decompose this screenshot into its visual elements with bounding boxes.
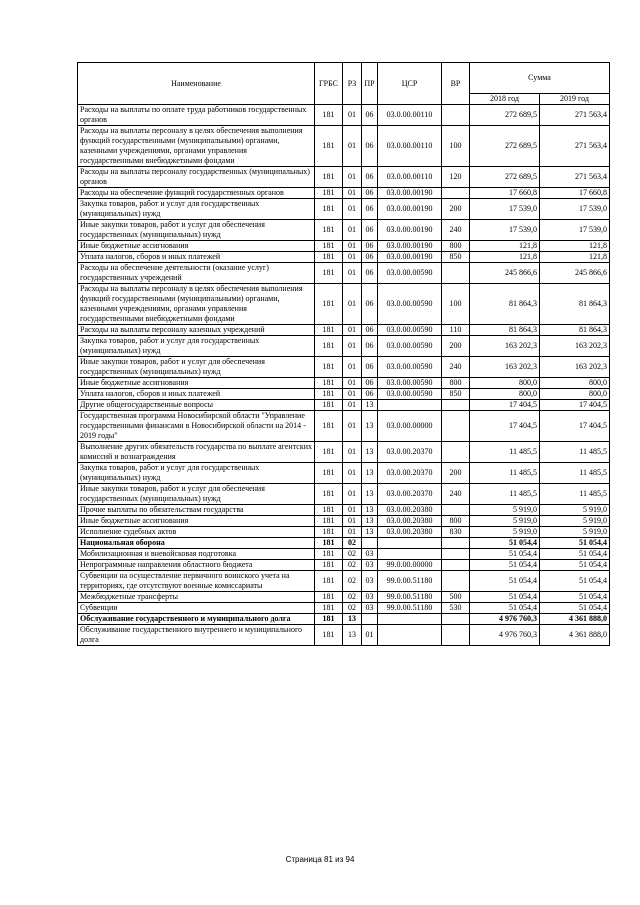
row-name-cell: Обслуживание государственного внутреннего и муниципального долга bbox=[78, 625, 315, 646]
row-name-cell: Расходы на выплаты по оплате труда работников государственных органов bbox=[78, 105, 315, 126]
row-pr-cell: 13 bbox=[362, 442, 378, 463]
table-row bbox=[78, 400, 610, 411]
table-row bbox=[78, 167, 610, 188]
table-row bbox=[78, 378, 610, 389]
row-pr-cell: 06 bbox=[362, 126, 378, 167]
row-rz-cell: 02 bbox=[343, 549, 362, 560]
row-name-cell: Закупка товаров, работ и услуг для государственных (муниципальных) нужд bbox=[78, 199, 315, 220]
row-rz-cell: 01 bbox=[343, 105, 362, 126]
budget-table-page bbox=[77, 62, 609, 646]
row-csr-cell: 03.0.00.00110 bbox=[378, 126, 442, 167]
row-vr-cell: 200 bbox=[442, 199, 470, 220]
row-name-cell: Выполнение других обязательств государства по выплате агентских комиссий и вознаграждения bbox=[78, 442, 315, 463]
row-csr-cell bbox=[378, 400, 442, 411]
row-sum-2019-cell: 163 202,3 bbox=[540, 336, 610, 357]
row-sum-2019-cell: 800,0 bbox=[540, 389, 610, 400]
row-pr-cell: 13 bbox=[362, 463, 378, 484]
row-grbs-cell: 181 bbox=[315, 188, 343, 199]
row-sum-2019-cell: 800,0 bbox=[540, 378, 610, 389]
row-sum-2018-cell: 51 054,4 bbox=[470, 549, 540, 560]
col-header-grbs: ГРБС bbox=[315, 63, 343, 105]
row-csr-cell: 03.0.00.00190 bbox=[378, 241, 442, 252]
row-rz-cell: 01 bbox=[343, 167, 362, 188]
row-name-cell: Прочие выплаты по обязательствам государства bbox=[78, 505, 315, 516]
row-sum-2019-cell: 81 864,3 bbox=[540, 284, 610, 325]
table-row bbox=[78, 263, 610, 284]
table-row bbox=[78, 357, 610, 378]
row-grbs-cell: 181 bbox=[315, 442, 343, 463]
table-row bbox=[78, 105, 610, 126]
table-row bbox=[78, 516, 610, 527]
row-sum-2019-cell: 11 485,5 bbox=[540, 442, 610, 463]
row-name-cell: Иные закупки товаров, работ и услуг для обеспечения государственных (муниципальных) нужд bbox=[78, 484, 315, 505]
row-vr-cell: 100 bbox=[442, 284, 470, 325]
row-name-cell: Иные закупки товаров, работ и услуг для обеспечения государственных (муниципальных) нужд bbox=[78, 357, 315, 378]
row-rz-cell: 13 bbox=[343, 614, 362, 625]
row-grbs-cell: 181 bbox=[315, 199, 343, 220]
row-pr-cell: 06 bbox=[362, 284, 378, 325]
table-row bbox=[78, 560, 610, 571]
row-pr-cell: 06 bbox=[362, 199, 378, 220]
row-rz-cell: 01 bbox=[343, 463, 362, 484]
row-rz-cell: 01 bbox=[343, 252, 362, 263]
row-rz-cell: 01 bbox=[343, 263, 362, 284]
table-row bbox=[78, 336, 610, 357]
row-rz-cell: 01 bbox=[343, 357, 362, 378]
row-name-cell: Закупка товаров, работ и услуг для государственных (муниципальных) нужд bbox=[78, 463, 315, 484]
row-csr-cell bbox=[378, 549, 442, 560]
row-csr-cell: 03.0.00.20370 bbox=[378, 442, 442, 463]
row-grbs-cell: 181 bbox=[315, 167, 343, 188]
table-row bbox=[78, 199, 610, 220]
row-csr-cell: 99.0.00.51180 bbox=[378, 603, 442, 614]
row-rz-cell: 02 bbox=[343, 560, 362, 571]
row-csr-cell: 03.0.00.00590 bbox=[378, 378, 442, 389]
row-grbs-cell: 181 bbox=[315, 263, 343, 284]
row-pr-cell: 06 bbox=[362, 389, 378, 400]
row-vr-cell: 110 bbox=[442, 325, 470, 336]
row-sum-2019-cell: 81 864,3 bbox=[540, 325, 610, 336]
row-pr-cell: 06 bbox=[362, 167, 378, 188]
row-grbs-cell: 181 bbox=[315, 625, 343, 646]
row-sum-2019-cell: 11 485,5 bbox=[540, 463, 610, 484]
row-name-cell: Уплата налогов, сборов и иных платежей bbox=[78, 389, 315, 400]
row-csr-cell: 03.0.00.00190 bbox=[378, 220, 442, 241]
col-header-csr: ЦСР bbox=[378, 63, 442, 105]
row-grbs-cell: 181 bbox=[315, 538, 343, 549]
row-csr-cell: 03.0.00.20380 bbox=[378, 527, 442, 538]
row-rz-cell: 01 bbox=[343, 505, 362, 516]
row-pr-cell: 13 bbox=[362, 484, 378, 505]
row-vr-cell: 850 bbox=[442, 252, 470, 263]
row-pr-cell: 06 bbox=[362, 252, 378, 263]
table-row bbox=[78, 625, 610, 646]
row-sum-2019-cell: 51 054,4 bbox=[540, 549, 610, 560]
row-sum-2019-cell: 17 660,8 bbox=[540, 188, 610, 199]
row-vr-cell: 530 bbox=[442, 603, 470, 614]
row-name-cell: Исполнение судебных актов bbox=[78, 527, 315, 538]
table-row bbox=[78, 592, 610, 603]
row-rz-cell: 01 bbox=[343, 484, 362, 505]
row-sum-2019-cell: 11 485,5 bbox=[540, 484, 610, 505]
row-name-cell: Межбюджетные трансферты bbox=[78, 592, 315, 603]
row-vr-cell bbox=[442, 614, 470, 625]
row-csr-cell: 03.0.00.00190 bbox=[378, 188, 442, 199]
row-vr-cell bbox=[442, 571, 470, 592]
row-grbs-cell: 181 bbox=[315, 400, 343, 411]
row-rz-cell: 13 bbox=[343, 625, 362, 646]
row-grbs-cell: 181 bbox=[315, 603, 343, 614]
col-header-2019: 2019 год bbox=[540, 94, 610, 105]
table-row bbox=[78, 389, 610, 400]
row-name-cell: Другие общегосударственные вопросы bbox=[78, 400, 315, 411]
row-pr-cell bbox=[362, 614, 378, 625]
table-row bbox=[78, 442, 610, 463]
row-sum-2019-cell: 121,8 bbox=[540, 252, 610, 263]
row-pr-cell: 06 bbox=[362, 357, 378, 378]
row-csr-cell: 99.0.00.51180 bbox=[378, 592, 442, 603]
row-rz-cell: 01 bbox=[343, 220, 362, 241]
row-rz-cell: 01 bbox=[343, 527, 362, 538]
row-vr-cell bbox=[442, 538, 470, 549]
row-sum-2018-cell: 51 054,4 bbox=[470, 592, 540, 603]
row-grbs-cell: 181 bbox=[315, 378, 343, 389]
row-grbs-cell: 181 bbox=[315, 505, 343, 516]
row-sum-2019-cell: 121,8 bbox=[540, 241, 610, 252]
table-row bbox=[78, 484, 610, 505]
row-vr-cell: 500 bbox=[442, 592, 470, 603]
col-header-pr: ПР bbox=[362, 63, 378, 105]
row-vr-cell bbox=[442, 549, 470, 560]
row-vr-cell bbox=[442, 263, 470, 284]
row-rz-cell: 01 bbox=[343, 126, 362, 167]
row-sum-2018-cell: 4 976 760,3 bbox=[470, 625, 540, 646]
row-sum-2019-cell: 163 202,3 bbox=[540, 357, 610, 378]
row-csr-cell bbox=[378, 614, 442, 625]
row-grbs-cell: 181 bbox=[315, 220, 343, 241]
page-number: Страница 81 из 94 bbox=[285, 855, 355, 864]
row-name-cell: Иные закупки товаров, работ и услуг для обеспечения государственных (муниципальных) нужд bbox=[78, 220, 315, 241]
row-csr-cell bbox=[378, 625, 442, 646]
row-rz-cell: 01 bbox=[343, 411, 362, 442]
row-csr-cell: 03.0.00.00590 bbox=[378, 389, 442, 400]
row-pr-cell: 13 bbox=[362, 400, 378, 411]
row-name-cell: Непрограммные направления областного бюджета bbox=[78, 560, 315, 571]
row-sum-2019-cell: 51 054,4 bbox=[540, 603, 610, 614]
row-sum-2018-cell: 11 485,5 bbox=[470, 484, 540, 505]
row-sum-2018-cell: 5 919,0 bbox=[470, 505, 540, 516]
row-sum-2019-cell: 17 539,0 bbox=[540, 220, 610, 241]
row-sum-2018-cell: 5 919,0 bbox=[470, 527, 540, 538]
row-name-cell: Обслуживание государственного и муниципального долга bbox=[78, 614, 315, 625]
row-pr-cell: 13 bbox=[362, 505, 378, 516]
table-row bbox=[78, 284, 610, 325]
row-grbs-cell: 181 bbox=[315, 549, 343, 560]
row-sum-2018-cell: 800,0 bbox=[470, 389, 540, 400]
row-grbs-cell: 181 bbox=[315, 560, 343, 571]
row-csr-cell: 03.0.00.00000 bbox=[378, 411, 442, 442]
row-vr-cell bbox=[442, 505, 470, 516]
row-pr-cell: 06 bbox=[362, 336, 378, 357]
table-row bbox=[78, 571, 610, 592]
row-grbs-cell: 181 bbox=[315, 336, 343, 357]
row-grbs-cell: 181 bbox=[315, 411, 343, 442]
row-csr-cell: 03.0.00.00110 bbox=[378, 105, 442, 126]
row-name-cell: Иные бюджетные ассигнования bbox=[78, 378, 315, 389]
row-sum-2018-cell: 163 202,3 bbox=[470, 357, 540, 378]
row-grbs-cell: 181 bbox=[315, 516, 343, 527]
row-csr-cell: 03.0.00.00110 bbox=[378, 167, 442, 188]
row-grbs-cell: 181 bbox=[315, 105, 343, 126]
row-grbs-cell: 181 bbox=[315, 527, 343, 538]
table-row bbox=[78, 603, 610, 614]
row-vr-cell: 800 bbox=[442, 378, 470, 389]
row-sum-2019-cell: 5 919,0 bbox=[540, 527, 610, 538]
row-vr-cell: 850 bbox=[442, 389, 470, 400]
row-sum-2018-cell: 11 485,5 bbox=[470, 463, 540, 484]
table-row bbox=[78, 538, 610, 549]
row-csr-cell: 03.0.00.20380 bbox=[378, 505, 442, 516]
row-pr-cell: 03 bbox=[362, 560, 378, 571]
row-name-cell: Иные бюджетные ассигнования bbox=[78, 516, 315, 527]
table-body bbox=[78, 105, 610, 646]
row-sum-2018-cell: 11 485,5 bbox=[470, 442, 540, 463]
col-header-2018: 2018 год bbox=[470, 94, 540, 105]
row-rz-cell: 01 bbox=[343, 325, 362, 336]
row-grbs-cell: 181 bbox=[315, 357, 343, 378]
row-pr-cell: 13 bbox=[362, 411, 378, 442]
row-vr-cell bbox=[442, 411, 470, 442]
row-name-cell: Расходы на обеспечение функций государственных органов bbox=[78, 188, 315, 199]
row-sum-2018-cell: 4 976 760,3 bbox=[470, 614, 540, 625]
row-grbs-cell: 181 bbox=[315, 389, 343, 400]
row-sum-2019-cell: 271 563,4 bbox=[540, 105, 610, 126]
row-sum-2018-cell: 5 919,0 bbox=[470, 516, 540, 527]
row-rz-cell: 02 bbox=[343, 603, 362, 614]
row-pr-cell: 13 bbox=[362, 527, 378, 538]
row-sum-2018-cell: 17 660,8 bbox=[470, 188, 540, 199]
row-sum-2018-cell: 17 404,5 bbox=[470, 400, 540, 411]
row-sum-2019-cell: 245 866,6 bbox=[540, 263, 610, 284]
row-name-cell: Субвенции bbox=[78, 603, 315, 614]
row-rz-cell: 01 bbox=[343, 241, 362, 252]
row-sum-2018-cell: 17 539,0 bbox=[470, 220, 540, 241]
row-name-cell: Уплата налогов, сборов и иных платежей bbox=[78, 252, 315, 263]
row-csr-cell: 03.0.00.20370 bbox=[378, 463, 442, 484]
row-vr-cell: 800 bbox=[442, 516, 470, 527]
row-rz-cell: 01 bbox=[343, 378, 362, 389]
row-name-cell: Государственная программа Новосибирской области "Управление государственными финансами в Новосибирской области на 2014 - 2019 годы" bbox=[78, 411, 315, 442]
row-sum-2018-cell: 81 864,3 bbox=[470, 284, 540, 325]
table-row bbox=[78, 463, 610, 484]
row-sum-2018-cell: 272 689,5 bbox=[470, 126, 540, 167]
table-row bbox=[78, 220, 610, 241]
row-vr-cell: 830 bbox=[442, 527, 470, 538]
row-csr-cell: 03.0.00.20380 bbox=[378, 516, 442, 527]
row-name-cell: Расходы на выплаты персоналу государственных (муниципальных) органов bbox=[78, 167, 315, 188]
row-vr-cell bbox=[442, 560, 470, 571]
table-row bbox=[78, 614, 610, 625]
table-row bbox=[78, 241, 610, 252]
row-sum-2019-cell: 51 054,4 bbox=[540, 560, 610, 571]
row-sum-2019-cell: 5 919,0 bbox=[540, 516, 610, 527]
row-rz-cell: 01 bbox=[343, 516, 362, 527]
row-rz-cell: 02 bbox=[343, 538, 362, 549]
row-pr-cell: 03 bbox=[362, 571, 378, 592]
row-sum-2018-cell: 17 404,5 bbox=[470, 411, 540, 442]
row-sum-2019-cell: 51 054,4 bbox=[540, 592, 610, 603]
row-pr-cell: 03 bbox=[362, 603, 378, 614]
row-vr-cell bbox=[442, 442, 470, 463]
row-vr-cell: 200 bbox=[442, 336, 470, 357]
row-sum-2019-cell: 271 563,4 bbox=[540, 167, 610, 188]
row-pr-cell: 06 bbox=[362, 220, 378, 241]
row-name-cell: Расходы на обеспечение деятельности (оказание услуг) государственных учреждений bbox=[78, 263, 315, 284]
row-name-cell: Мобилизационная и вневойсковая подготовка bbox=[78, 549, 315, 560]
row-sum-2019-cell: 4 361 888,0 bbox=[540, 614, 610, 625]
row-name-cell: Субвенции на осуществление первичного воинского учета на территориях, где отсутствуют военные комиссариаты bbox=[78, 571, 315, 592]
row-rz-cell: 01 bbox=[343, 442, 362, 463]
row-sum-2018-cell: 51 054,4 bbox=[470, 560, 540, 571]
row-grbs-cell: 181 bbox=[315, 325, 343, 336]
row-vr-cell bbox=[442, 105, 470, 126]
row-sum-2018-cell: 51 054,4 bbox=[470, 538, 540, 549]
row-grbs-cell: 181 bbox=[315, 463, 343, 484]
row-sum-2018-cell: 272 689,5 bbox=[470, 167, 540, 188]
row-vr-cell: 240 bbox=[442, 220, 470, 241]
table-row bbox=[78, 527, 610, 538]
row-sum-2019-cell: 17 404,5 bbox=[540, 400, 610, 411]
row-name-cell: Национальная оборона bbox=[78, 538, 315, 549]
row-sum-2018-cell: 81 864,3 bbox=[470, 325, 540, 336]
row-pr-cell: 06 bbox=[362, 105, 378, 126]
row-sum-2018-cell: 272 689,5 bbox=[470, 105, 540, 126]
row-pr-cell: 06 bbox=[362, 188, 378, 199]
table-row bbox=[78, 505, 610, 516]
col-header-vr: ВР bbox=[442, 63, 470, 105]
row-sum-2018-cell: 245 866,6 bbox=[470, 263, 540, 284]
row-sum-2019-cell: 4 361 888,0 bbox=[540, 625, 610, 646]
row-sum-2018-cell: 51 054,4 bbox=[470, 603, 540, 614]
row-name-cell: Иные бюджетные ассигнования bbox=[78, 241, 315, 252]
row-vr-cell: 800 bbox=[442, 241, 470, 252]
col-header-name: Наименование bbox=[78, 63, 315, 105]
row-csr-cell: 99.0.00.00000 bbox=[378, 560, 442, 571]
row-vr-cell bbox=[442, 188, 470, 199]
row-sum-2019-cell: 51 054,4 bbox=[540, 571, 610, 592]
table-row bbox=[78, 325, 610, 336]
row-vr-cell: 200 bbox=[442, 463, 470, 484]
row-pr-cell: 03 bbox=[362, 549, 378, 560]
row-rz-cell: 01 bbox=[343, 336, 362, 357]
row-name-cell: Расходы на выплаты персоналу в целях обеспечения выполнения функций государственными (муниципальными) органами, казенными учреждениями, органами управления государственными внебюджетными фондами bbox=[78, 126, 315, 167]
row-grbs-cell: 181 bbox=[315, 592, 343, 603]
row-pr-cell: 06 bbox=[362, 325, 378, 336]
row-grbs-cell: 181 bbox=[315, 126, 343, 167]
row-csr-cell: 03.0.00.00190 bbox=[378, 252, 442, 263]
row-sum-2019-cell: 17 539,0 bbox=[540, 199, 610, 220]
col-header-rz: РЗ bbox=[343, 63, 362, 105]
table-row bbox=[78, 252, 610, 263]
row-sum-2019-cell: 5 919,0 bbox=[540, 505, 610, 516]
row-pr-cell: 01 bbox=[362, 625, 378, 646]
row-csr-cell: 03.0.00.00590 bbox=[378, 284, 442, 325]
row-vr-cell: 240 bbox=[442, 484, 470, 505]
row-sum-2019-cell: 17 404,5 bbox=[540, 411, 610, 442]
row-rz-cell: 02 bbox=[343, 592, 362, 603]
row-csr-cell: 03.0.00.00590 bbox=[378, 357, 442, 378]
budget-table bbox=[77, 62, 610, 646]
row-csr-cell: 03.0.00.20370 bbox=[378, 484, 442, 505]
row-sum-2018-cell: 51 054,4 bbox=[470, 571, 540, 592]
row-rz-cell: 02 bbox=[343, 571, 362, 592]
row-grbs-cell: 181 bbox=[315, 571, 343, 592]
row-pr-cell: 06 bbox=[362, 241, 378, 252]
row-grbs-cell: 181 bbox=[315, 484, 343, 505]
row-sum-2018-cell: 163 202,3 bbox=[470, 336, 540, 357]
row-sum-2018-cell: 17 539,0 bbox=[470, 199, 540, 220]
row-grbs-cell: 181 bbox=[315, 241, 343, 252]
row-pr-cell: 03 bbox=[362, 592, 378, 603]
row-csr-cell: 03.0.00.00590 bbox=[378, 263, 442, 284]
row-sum-2018-cell: 121,8 bbox=[470, 252, 540, 263]
row-name-cell: Закупка товаров, работ и услуг для государственных (муниципальных) нужд bbox=[78, 336, 315, 357]
row-grbs-cell: 181 bbox=[315, 252, 343, 263]
row-csr-cell: 99.0.00.51180 bbox=[378, 571, 442, 592]
row-vr-cell: 100 bbox=[442, 126, 470, 167]
row-vr-cell: 120 bbox=[442, 167, 470, 188]
col-header-sum: Сумма bbox=[470, 63, 610, 94]
row-pr-cell: 06 bbox=[362, 378, 378, 389]
row-csr-cell bbox=[378, 538, 442, 549]
row-rz-cell: 01 bbox=[343, 400, 362, 411]
row-sum-2018-cell: 121,8 bbox=[470, 241, 540, 252]
row-pr-cell: 06 bbox=[362, 263, 378, 284]
row-sum-2019-cell: 271 563,4 bbox=[540, 126, 610, 167]
row-rz-cell: 01 bbox=[343, 188, 362, 199]
row-pr-cell bbox=[362, 538, 378, 549]
row-pr-cell: 13 bbox=[362, 516, 378, 527]
row-name-cell: Расходы на выплаты персоналу казенных учреждений bbox=[78, 325, 315, 336]
row-sum-2018-cell: 800,0 bbox=[470, 378, 540, 389]
table-row bbox=[78, 411, 610, 442]
row-grbs-cell: 181 bbox=[315, 614, 343, 625]
row-rz-cell: 01 bbox=[343, 199, 362, 220]
row-csr-cell: 03.0.00.00590 bbox=[378, 325, 442, 336]
row-vr-cell bbox=[442, 625, 470, 646]
row-vr-cell bbox=[442, 400, 470, 411]
row-rz-cell: 01 bbox=[343, 389, 362, 400]
row-csr-cell: 03.0.00.00590 bbox=[378, 336, 442, 357]
row-grbs-cell: 181 bbox=[315, 284, 343, 325]
table-row bbox=[78, 188, 610, 199]
row-rz-cell: 01 bbox=[343, 284, 362, 325]
row-vr-cell: 240 bbox=[442, 357, 470, 378]
row-sum-2019-cell: 51 054,4 bbox=[540, 538, 610, 549]
table-row bbox=[78, 126, 610, 167]
row-csr-cell: 03.0.00.00190 bbox=[378, 199, 442, 220]
row-name-cell: Расходы на выплаты персоналу в целях обеспечения выполнения функций государственными (муниципальными) органами, казенными учреждениями, органами управления государственными внебюджетными фондами bbox=[78, 284, 315, 325]
table-row bbox=[78, 549, 610, 560]
